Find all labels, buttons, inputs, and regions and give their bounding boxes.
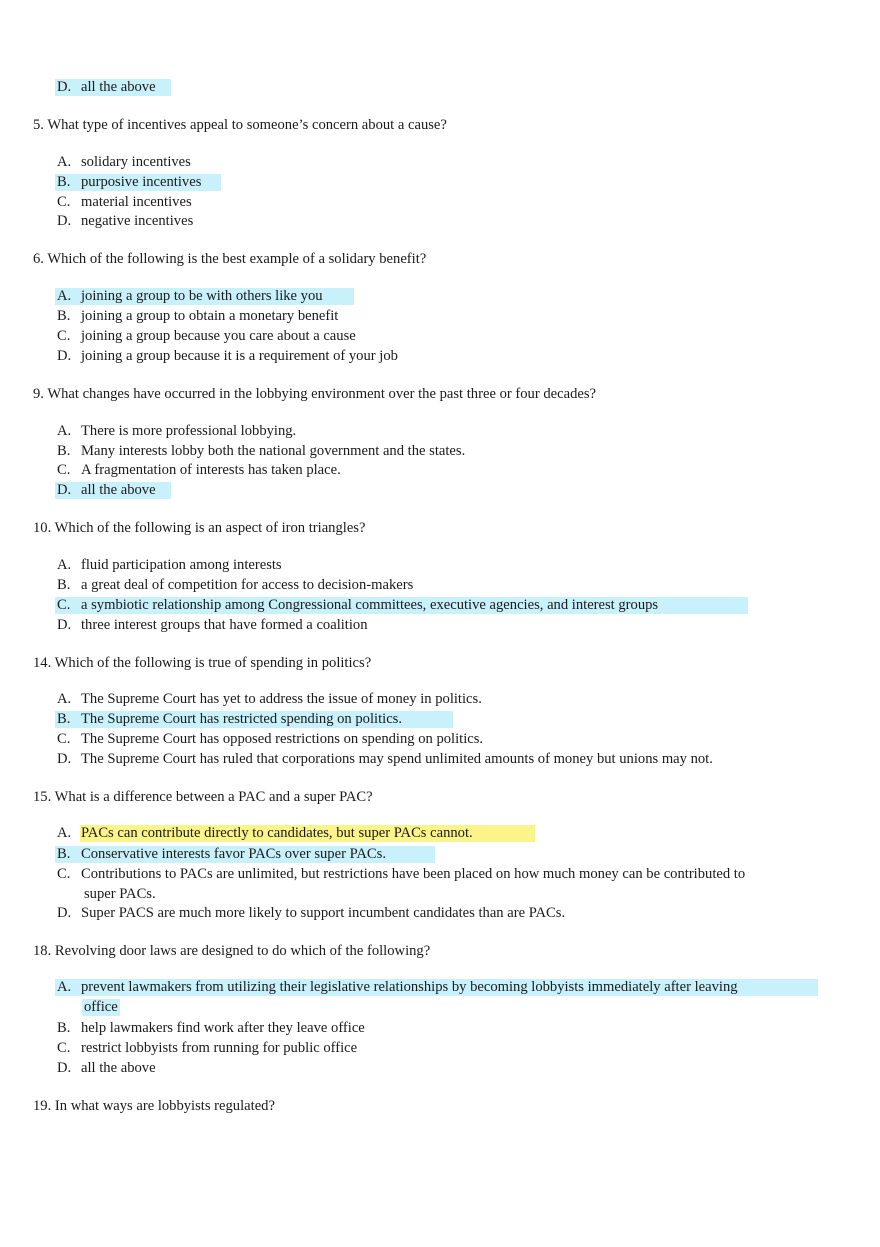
q18-option-b xyxy=(57,1018,365,1038)
option-letter: A. xyxy=(57,691,72,707)
option-letter: D. xyxy=(57,751,72,767)
option-text: The Supreme Court has restricted spending on politics. xyxy=(81,711,402,727)
q9-option-b xyxy=(57,441,465,461)
option-text: Super PACS are much more likely to support incumbent candidates than are PACs. xyxy=(81,905,566,921)
question-18: 18. Revolving door laws are designed to do which of the following? xyxy=(33,943,431,959)
option-text: joining a group to be with others like you xyxy=(81,288,323,304)
q14-option-b xyxy=(57,709,402,729)
q18-option-a xyxy=(57,977,738,997)
q10-option-d xyxy=(57,615,368,635)
option-letter: B. xyxy=(57,846,71,862)
option-letter: C. xyxy=(57,1040,71,1056)
q14-option-a xyxy=(57,689,482,709)
option-text: There is more professional lobbying. xyxy=(81,423,297,439)
option-text: PACs can contribute directly to candidates, but super PACs cannot. xyxy=(81,825,473,841)
q6-option-b xyxy=(57,306,338,326)
option-text: fluid participation among interests xyxy=(81,557,282,573)
option-letter: D. xyxy=(57,348,72,364)
option-text: prevent lawmakers from utilizing their legislative relationships by becoming lobbyists immediately after leaving xyxy=(81,979,738,995)
question-6: 6. Which of the following is the best example of a solidary benefit? xyxy=(33,251,427,267)
question-14: 14. Which of the following is true of spending in politics? xyxy=(33,655,372,671)
option-text: all the above xyxy=(81,482,156,498)
question-5: 5. What type of incentives appeal to someone’s concern about a cause? xyxy=(33,117,447,133)
option-text: Many interests lobby both the national government and the states. xyxy=(81,443,466,459)
option-text: all the above xyxy=(81,1060,156,1076)
option-text: three interest groups that have formed a coalition xyxy=(81,617,368,633)
option-letter: C. xyxy=(57,328,71,344)
option-text: solidary incentives xyxy=(81,154,191,170)
question-15: 15. What is a difference between a PAC and a super PAC? xyxy=(33,789,373,805)
option-letter: A. xyxy=(57,979,72,995)
option-line xyxy=(57,77,156,97)
option-text: all the above xyxy=(81,79,156,95)
option-letter: D. xyxy=(57,482,72,498)
option-letter: B. xyxy=(57,443,71,459)
q18-option-a-continued: office xyxy=(84,999,118,1015)
q15-option-c xyxy=(57,864,745,884)
option-text: The Supreme Court has yet to address the issue of money in politics. xyxy=(81,691,482,707)
option-letter: B. xyxy=(57,711,71,727)
q9-option-a xyxy=(57,421,296,441)
option-text: joining a group because you care about a cause xyxy=(81,328,356,344)
option-letter: C. xyxy=(57,462,71,478)
option-letter: D. xyxy=(57,1060,72,1076)
option-text: Contributions to PACs are unlimited, but restrictions have been placed on how much money can be contributed to xyxy=(81,866,746,882)
option-letter: A. xyxy=(57,557,72,573)
option-text: a symbiotic relationship among Congressional committees, executive agencies, and interest groups xyxy=(81,597,659,613)
option-text: joining a group because it is a requirement of your job xyxy=(81,348,398,364)
option-text: help lawmakers find work after they leave office xyxy=(81,1020,365,1036)
q18-option-d xyxy=(57,1058,156,1078)
option-letter: A. xyxy=(57,825,72,841)
option-letter: D. xyxy=(57,905,72,921)
question-9: 9. What changes have occurred in the lobbying environment over the past three or four decades? xyxy=(33,386,596,402)
q15-option-a xyxy=(57,823,473,843)
option-letter: A. xyxy=(57,423,72,439)
option-letter: B. xyxy=(57,174,71,190)
q9-option-d xyxy=(57,480,156,500)
option-text: negative incentives xyxy=(81,213,194,229)
q18-option-c xyxy=(57,1038,357,1058)
option-text: material incentives xyxy=(81,194,192,210)
option-letter: D. xyxy=(57,213,72,229)
q10-option-c xyxy=(57,595,658,615)
option-letter: D. xyxy=(57,617,72,633)
option-letter: C. xyxy=(57,731,71,747)
option-letter: D. xyxy=(57,79,72,95)
q14-option-c xyxy=(57,729,483,749)
question-10: 10. Which of the following is an aspect of iron triangles? xyxy=(33,520,366,536)
q10-option-a xyxy=(57,555,282,575)
q9-option-c xyxy=(57,460,341,480)
q5-option-c xyxy=(57,192,192,212)
option-text: restrict lobbyists from running for public office xyxy=(81,1040,358,1056)
q5-option-b xyxy=(57,172,201,192)
q5-option-d xyxy=(57,211,193,231)
q15-option-c-continued: super PACs. xyxy=(84,886,156,902)
option-letter: B. xyxy=(57,1020,71,1036)
option-text: Conservative interests favor PACs over super PACs. xyxy=(81,846,386,862)
option-text: purposive incentives xyxy=(81,174,202,190)
option-letter: A. xyxy=(57,288,72,304)
q6-option-a xyxy=(57,286,323,306)
option-letter: B. xyxy=(57,577,71,593)
q14-option-d xyxy=(57,749,713,769)
question-19: 19. In what ways are lobbyists regulated? xyxy=(33,1098,275,1114)
option-letter: C. xyxy=(57,866,71,882)
option-text: The Supreme Court has opposed restrictions on spending on politics. xyxy=(81,731,484,747)
option-text: A fragmentation of interests has taken place. xyxy=(81,462,341,478)
q15-option-d xyxy=(57,903,565,923)
q10-option-b xyxy=(57,575,413,595)
option-letter: B. xyxy=(57,308,71,324)
q15-option-b xyxy=(57,844,386,864)
option-letter: C. xyxy=(57,194,71,210)
option-text: joining a group to obtain a monetary benefit xyxy=(81,308,339,324)
q5-option-a xyxy=(57,152,191,172)
option-text: a great deal of competition for access to decision-makers xyxy=(81,577,414,593)
q6-option-d xyxy=(57,346,398,366)
option-letter: C. xyxy=(57,597,71,613)
option-letter: A. xyxy=(57,154,72,170)
q6-option-c xyxy=(57,326,356,346)
option-text: The Supreme Court has ruled that corporations may spend unlimited amounts of money but unions may not. xyxy=(81,751,713,767)
